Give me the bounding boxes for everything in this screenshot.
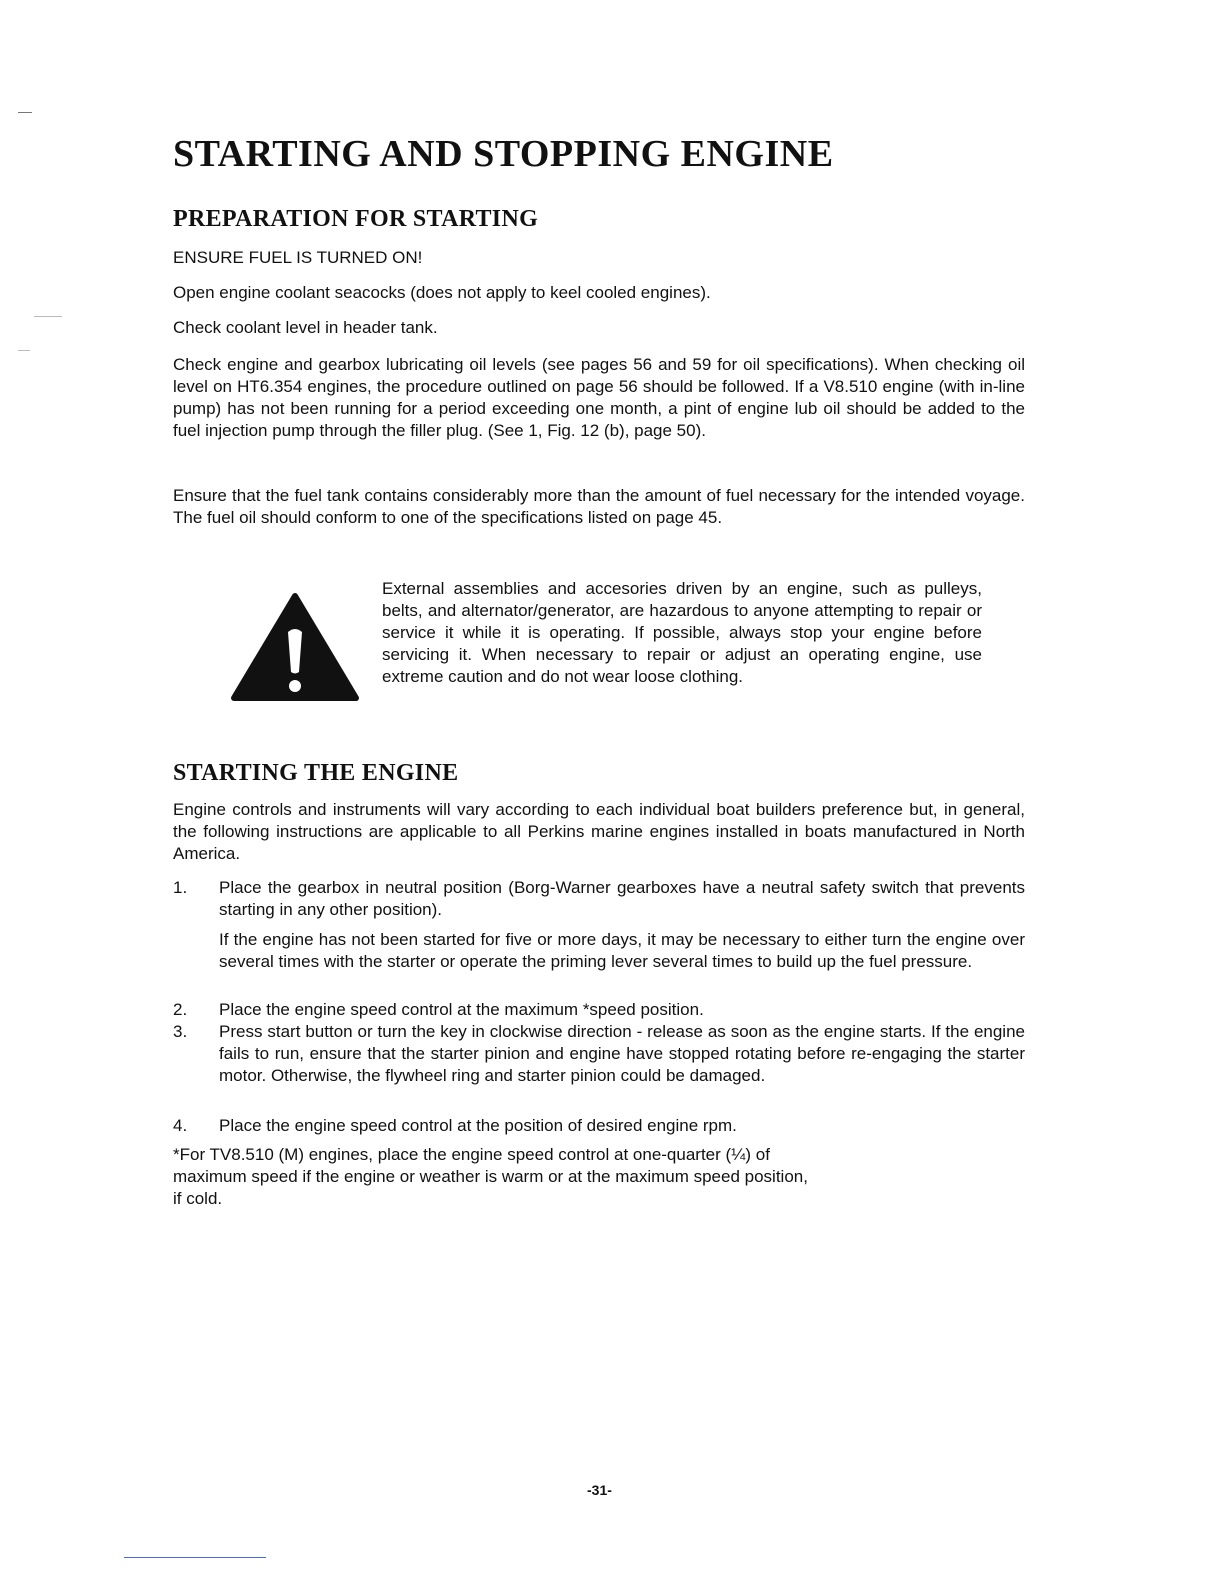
step-text: Press start button or turn the key in clockwise direction - release as soon as the engine starts. If the engine fails to run, ensure that the starter pinion and engine have stopped rotating before re-engaging the starter motor. Otherwise, the flywheel ring and starter pinion could be damaged.: [219, 1022, 1025, 1085]
footnote-line: *For TV8.510 (M) engines, place the engine speed control at one-quarter (¼) of: [173, 1145, 770, 1164]
section-heading-starting: STARTING THE ENGINE: [173, 760, 459, 786]
prep-item-fuel: ENSURE FUEL IS TURNED ON!: [173, 248, 423, 267]
footnote: [173, 1144, 1025, 1210]
step-text: Place the engine speed control at the maximum *speed position.: [219, 1000, 704, 1019]
step-text: Place the gearbox in neutral position (Borg-Warner gearboxes have a neutral safety switch that prevents starting in any other position).: [219, 878, 1025, 919]
starting-intro: Engine controls and instruments will vary according to each individual boat builders preference but, in general, the following instructions are applicable to all Perkins marine engines installed in boats manufactured in North America.: [173, 800, 1025, 863]
section-heading-preparation: PREPARATION FOR STARTING: [173, 206, 539, 232]
warning-text: External assemblies and accesories driven by an engine, such as pulleys, belts, and alternator/generator, are hazardous to anyone attempting to repair or service it while it is operating. If possible, always stop your engine before servicing it. When necessary to repair or adjust an operating engine, use extreme caution and do not wear loose clothing.: [382, 579, 982, 686]
prep-item-coolant: Check coolant level in header tank.: [173, 318, 438, 337]
footnote-line: if cold.: [173, 1189, 223, 1208]
footnote-line: maximum speed if the engine or weather is warm or at the maximum speed position,: [173, 1167, 808, 1186]
step-number: 1.: [173, 878, 188, 897]
step-number: 4.: [173, 1116, 188, 1135]
step-number: 2.: [173, 1000, 188, 1019]
step-number: 3.: [173, 1022, 188, 1041]
fuel-paragraph: Ensure that the fuel tank contains considerably more than the amount of fuel necessary for the intended voyage. The fuel oil should conform to one of the specifications listed on page 45.: [173, 486, 1025, 527]
scan-mark: [18, 112, 32, 113]
step-text: Place the engine speed control at the position of desired engine rpm.: [219, 1116, 737, 1135]
oil-paragraph: Check engine and gearbox lubricating oil levels (see pages 56 and 59 for oil specifications). When checking oil level on HT6.354 engines, the procedure outlined on page 56 should be followed. If a V8.510 engine (with in-line pump) has not been running for a period exceeding one month, a pint of engine lub oil should be added to the fuel injection pump through the filler plug. (See 1, Fig. 12 (b), page 50).: [173, 355, 1025, 440]
warning-triangle-icon: [230, 592, 360, 704]
step-note: If the engine has not been started for five or more days, it may be necessary to either turn the engine over several times with the starter or operate the priming lever several times to build up the fuel pressure.: [219, 930, 1025, 971]
page-number: -31-: [587, 1482, 612, 1498]
warning-callout: [230, 578, 1030, 718]
page-title: STARTING AND STOPPING ENGINE: [173, 133, 834, 175]
scan-mark: [18, 350, 30, 351]
bottom-edge-line: [124, 1557, 266, 1558]
prep-item-seacocks: Open engine coolant seacocks (does not apply to keel cooled engines).: [173, 283, 711, 302]
scan-mark: [34, 316, 62, 317]
